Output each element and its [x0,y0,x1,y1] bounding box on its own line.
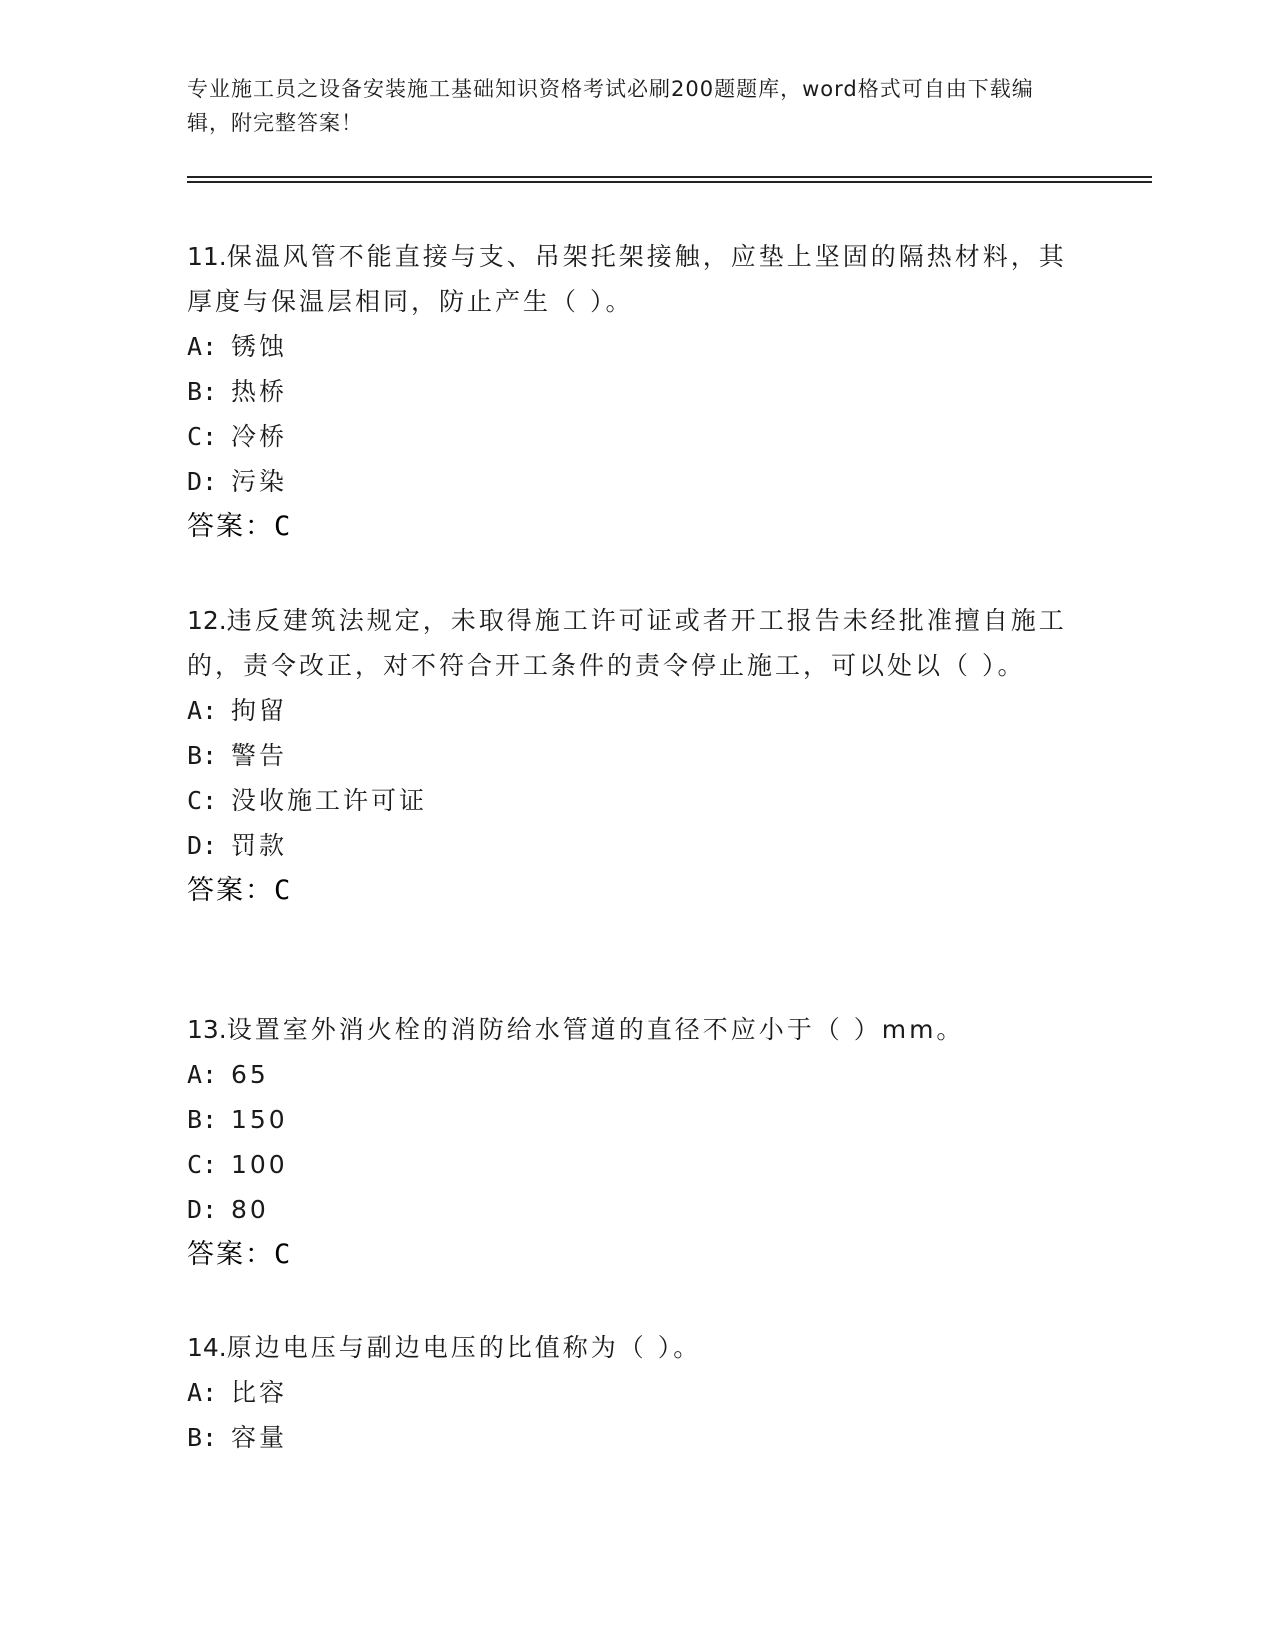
option-b [187,1415,1077,1460]
question-stem [187,598,1077,688]
option-label: D: [187,1195,218,1224]
option-label: A: [187,696,218,725]
question-stem [187,1007,1077,1052]
answer-line [187,1232,1077,1278]
header-divider-top [187,176,1152,178]
question-text: 原边电压与副边电压的比值称为（ ）。 [226,1333,702,1362]
option-a [187,1370,1077,1415]
option-text: 热桥 [231,377,288,406]
option-label: B: [187,377,218,406]
option-text: 冷桥 [231,422,288,451]
option-a [187,1052,1077,1097]
question-text: 设置室外消火栓的消防给水管道的直径不应小于（ ）mm。 [226,1015,965,1044]
answer-value: C [274,875,291,906]
option-a [187,324,1077,369]
answer-line [187,504,1077,550]
question-text: 违反建筑法规定，未取得施工许可证或者开工报告未经批准擅自施工的，责令改正，对不符合开工条件的责令停止施工，可以处以（ ）。 [187,606,1067,680]
option-b [187,1097,1077,1142]
answer-label: 答案： [187,511,274,542]
question-number: 11. [187,242,227,271]
option-label: D: [187,467,218,496]
option-text: 150 [231,1105,288,1134]
option-c [187,1142,1077,1187]
option-text: 拘留 [231,696,288,725]
option-label: C: [187,786,218,815]
option-d [187,823,1077,868]
option-text: 锈蚀 [231,332,288,361]
option-a [187,688,1077,733]
option-label: A: [187,1060,218,1089]
option-d [187,1187,1077,1232]
option-c [187,414,1077,459]
question-11 [187,234,1077,550]
option-b [187,733,1077,778]
question-14 [187,1325,1077,1460]
option-c [187,778,1077,823]
option-d [187,459,1077,504]
document-header: 专业施工员之设备安装施工基础知识资格考试必刷200题题库，word格式可自由下载编辑，附完整答案！ [187,77,1034,135]
option-label: A: [187,1378,218,1407]
option-label: C: [187,422,218,451]
option-text: 比容 [231,1378,288,1407]
question-stem [187,234,1077,324]
option-label: D: [187,831,218,860]
question-number: 12. [187,606,227,635]
option-text: 80 [231,1195,269,1224]
option-label: A: [187,332,218,361]
option-label: B: [187,741,218,770]
answer-label: 答案： [187,1239,274,1270]
answer-line [187,868,1077,914]
answer-value: C [274,511,291,542]
question-text: 保温风管不能直接与支、吊架托架接触，应垫上坚固的隔热材料，其厚度与保温层相同，防止产生（ ）。 [187,242,1067,316]
option-label: C: [187,1150,218,1179]
option-label: B: [187,1423,218,1452]
option-text: 没收施工许可证 [231,786,428,815]
option-text: 100 [231,1150,288,1179]
header-divider-bottom [187,181,1152,183]
question-number: 14. [187,1333,227,1362]
option-label: B: [187,1105,218,1134]
option-text: 污染 [231,467,288,496]
question-12 [187,598,1077,914]
option-text: 警告 [231,741,288,770]
option-text: 罚款 [231,831,288,860]
option-text: 容量 [231,1423,288,1452]
question-number: 13. [187,1015,227,1044]
answer-label: 答案： [187,875,274,906]
question-13 [187,1007,1077,1278]
option-b [187,369,1077,414]
option-text: 65 [231,1060,269,1089]
answer-value: C [274,1239,291,1270]
question-stem [187,1325,1077,1370]
